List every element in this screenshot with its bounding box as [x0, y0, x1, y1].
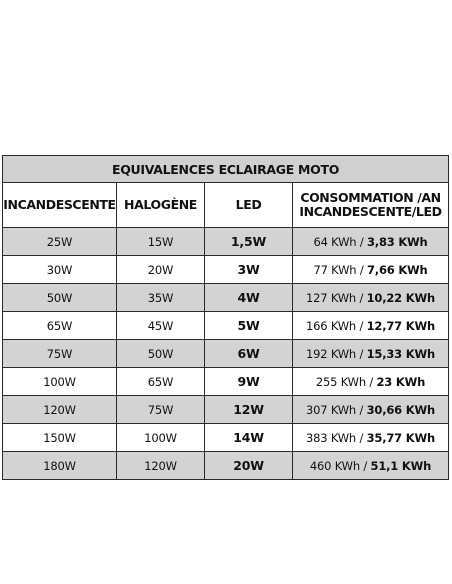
cell-consommation [293, 228, 449, 256]
cons-led: 7,66 KWh [366, 262, 428, 277]
cell-incandescente: 25W [3, 228, 117, 256]
table-row [3, 228, 449, 256]
cell-halogene: 100W [117, 424, 205, 452]
cell-halogene: 15W [117, 228, 205, 256]
table-row [3, 452, 449, 480]
cell-led: 5W [205, 312, 293, 340]
cell-led: 14W [205, 424, 293, 452]
cons-separator: / [356, 430, 367, 445]
cons-led: 15,33 KWh [366, 346, 435, 361]
cell-led: 4W [205, 284, 293, 312]
cell-incandescente: 50W [3, 284, 117, 312]
cons-separator: / [365, 374, 377, 389]
cell-led: 6W [205, 340, 293, 368]
equivalence-table [2, 155, 449, 480]
cell-halogene: 35W [117, 284, 205, 312]
cons-incandescente: 127 KWh [306, 290, 357, 305]
cell-consommation [293, 284, 449, 312]
header-incandescente: INCANDESCENTE [3, 183, 117, 228]
cell-led: 12W [205, 396, 293, 424]
cell-led: 3W [205, 256, 293, 284]
cell-incandescente: 100W [3, 368, 117, 396]
cell-led: 9W [205, 368, 293, 396]
header-row [3, 183, 449, 228]
cell-consommation [293, 396, 449, 424]
cell-incandescente: 65W [3, 312, 117, 340]
table-row [3, 256, 449, 284]
cell-consommation [293, 424, 449, 452]
cons-incandescente: 460 KWh [309, 458, 360, 473]
cons-incandescente: 255 KWh [315, 374, 366, 389]
cell-halogene: 45W [117, 312, 205, 340]
cell-consommation [293, 340, 449, 368]
cons-separator: / [356, 290, 367, 305]
cons-incandescente: 192 KWh [306, 346, 357, 361]
cons-separator: / [356, 262, 367, 277]
table-row [3, 368, 449, 396]
cons-separator: / [356, 234, 367, 249]
cell-consommation [293, 312, 449, 340]
title-row [3, 156, 449, 183]
cell-incandescente: 150W [3, 424, 117, 452]
cons-separator: / [356, 318, 367, 333]
cons-incandescente: 307 KWh [306, 402, 357, 417]
table-row [3, 312, 449, 340]
cons-incandescente: 64 KWh [313, 234, 357, 249]
cell-halogene: 20W [117, 256, 205, 284]
cell-consommation [293, 368, 449, 396]
header-consommation [293, 183, 449, 228]
cons-incandescente: 383 KWh [306, 430, 357, 445]
header-consommation-line1: CONSOMMATION /AN [300, 190, 441, 205]
table-row [3, 340, 449, 368]
cell-incandescente: 180W [3, 452, 117, 480]
cons-led: 3,83 KWh [366, 234, 428, 249]
cell-incandescente: 30W [3, 256, 117, 284]
cons-separator: / [359, 458, 371, 473]
cons-led: 51,1 KWh [370, 458, 432, 473]
cons-led: 12,77 KWh [366, 318, 435, 333]
cons-led: 30,66 KWh [366, 402, 435, 417]
table-body [3, 228, 449, 480]
table-row [3, 424, 449, 452]
cons-led: 23 KWh [376, 374, 426, 389]
cons-incandescente: 77 KWh [313, 262, 357, 277]
cell-led: 20W [205, 452, 293, 480]
cons-separator: / [356, 402, 367, 417]
cons-separator: / [356, 346, 367, 361]
cell-incandescente: 75W [3, 340, 117, 368]
cell-led: 1,5W [205, 228, 293, 256]
table-row [3, 396, 449, 424]
header-led: LED [205, 183, 293, 228]
cell-halogene: 75W [117, 396, 205, 424]
table-title: EQUIVALENCES ECLAIRAGE MOTO [3, 156, 449, 183]
cons-led: 10,22 KWh [366, 290, 435, 305]
cell-incandescente: 120W [3, 396, 117, 424]
cell-halogene: 50W [117, 340, 205, 368]
header-halogene: HALOGÈNE [117, 183, 205, 228]
cons-led: 35,77 KWh [366, 430, 435, 445]
table-row [3, 284, 449, 312]
cell-consommation [293, 256, 449, 284]
cell-halogene: 65W [117, 368, 205, 396]
cons-incandescente: 166 KWh [306, 318, 357, 333]
header-consommation-line2: INCANDESCENTE/LED [299, 204, 442, 219]
cell-halogene: 120W [117, 452, 205, 480]
cell-consommation [293, 452, 449, 480]
